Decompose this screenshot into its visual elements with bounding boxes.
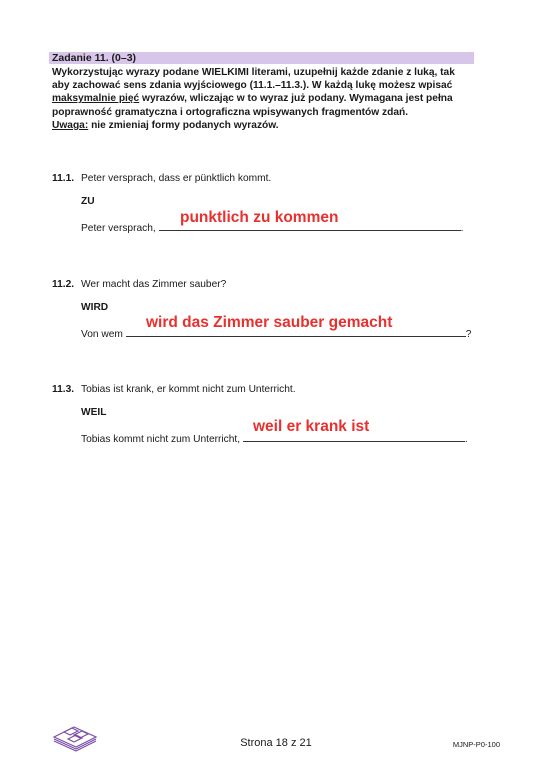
- sentence-prefix: Von wem: [81, 329, 126, 340]
- item-number: 11.2.: [52, 279, 75, 290]
- instruction-line: Wykorzystując wyrazy podane WIELKIMI literami, uzupełnij każde zdanie z luką, tak: [52, 67, 455, 78]
- sentence-prefix: Tobias kommt nicht zum Unterricht,: [81, 434, 243, 445]
- sentence-suffix: .: [464, 434, 468, 445]
- source-sentence: Wer macht das Zimmer sauber?: [81, 279, 227, 290]
- item-number: 11.1.: [52, 173, 75, 184]
- document-code: MJNP-P0-100: [452, 740, 500, 749]
- instruction-line: [52, 92, 482, 105]
- instruction-line: poprawność gramatyczna i ortograficzna wpisywanych fragmentów zdań.: [52, 106, 409, 118]
- handwritten-answer: weil er krank ist: [253, 418, 370, 435]
- sentence-suffix: ?: [465, 329, 472, 340]
- instruction-note-label: Uwaga:: [52, 119, 89, 131]
- instruction-line: [52, 119, 482, 132]
- page-number: Strona 18 z 21: [240, 737, 312, 749]
- exercise-item-11-2: [52, 279, 492, 349]
- keyword: ZU: [81, 196, 95, 207]
- handwritten-answer: punktlich zu kommen: [180, 209, 339, 226]
- exercise-item-11-1: [52, 173, 492, 243]
- keyword: WEIL: [81, 407, 107, 418]
- source-sentence: Tobias ist krank, er kommt nicht zum Unterricht.: [81, 384, 296, 395]
- handwritten-answer: wird das Zimmer sauber gemacht: [146, 314, 393, 331]
- instruction-emphasis: maksymalnie pięć: [52, 93, 140, 105]
- item-number: 11.3.: [52, 384, 75, 395]
- task-title: Zadanie 11. (0–3): [49, 52, 474, 64]
- sentence-suffix: .: [460, 223, 464, 234]
- source-sentence: Peter versprach, dass er pünktlich kommt.: [81, 173, 272, 184]
- instruction-line: aby zachować sens zdania wyjściowego (11.1.–11.3.). W każdą lukę możesz wpisać: [52, 80, 453, 92]
- sentence-prefix: Peter versprach,: [81, 223, 159, 234]
- keyword: WIRD: [81, 302, 109, 313]
- instruction-note: nie zmieniaj formy podanych wyrazów.: [88, 119, 279, 131]
- exercise-item-11-3: [52, 384, 492, 454]
- instruction-text: wyrazów, wliczając w to wyraz już podany. Wymagana jest pełna: [139, 93, 453, 105]
- task-instructions: [52, 66, 482, 132]
